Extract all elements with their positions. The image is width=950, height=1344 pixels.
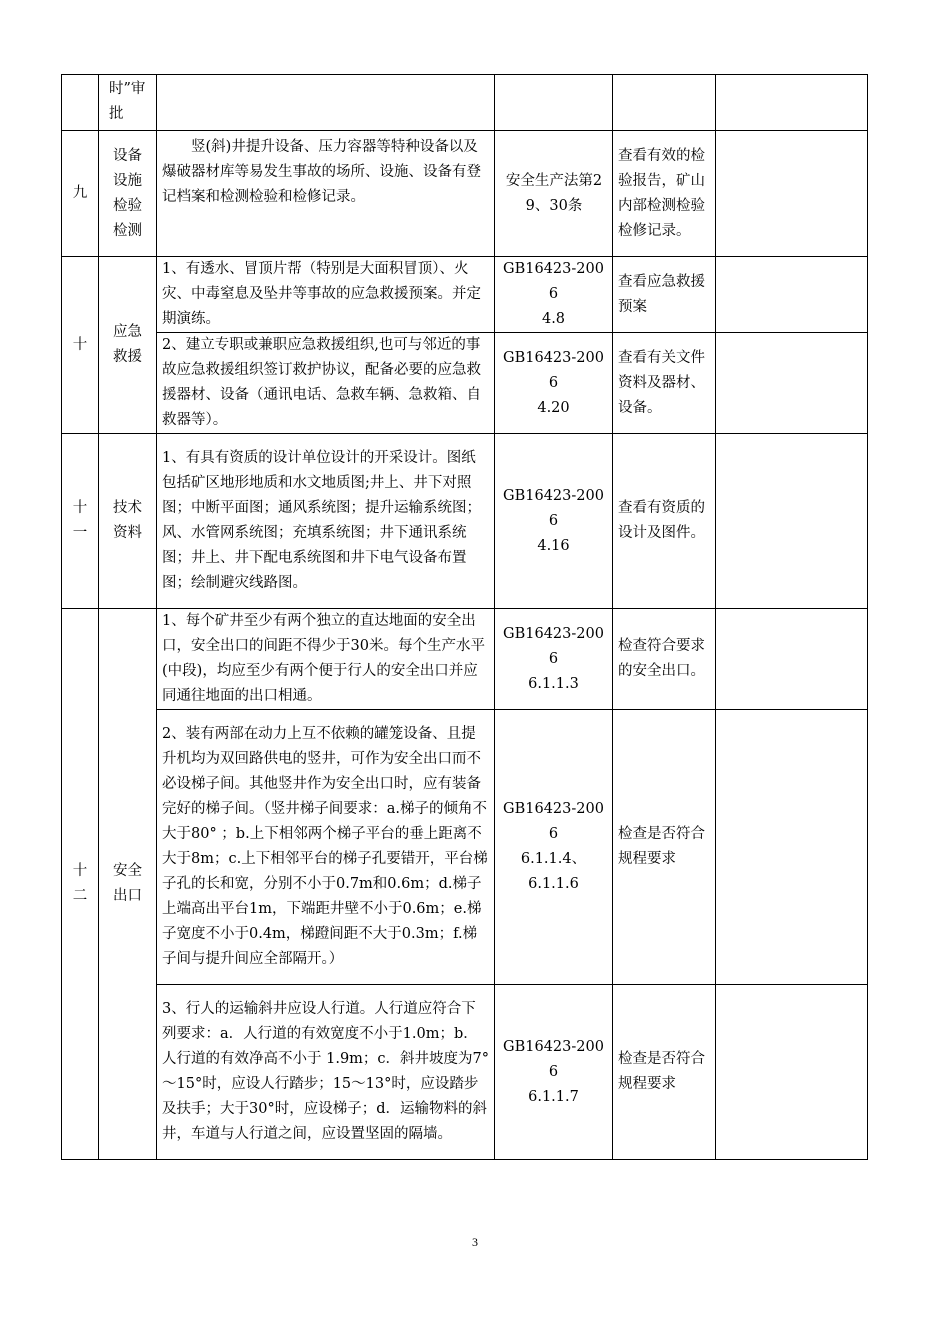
requirement-cell: 1、有具有资质的设计单位设计的开采设计。图纸包括矿区地形地质和水文地质图;井上、井下对照图；中断平面图；通风系统图；提升运输系统图；风、水管网系统图；充填系统图；井下通讯系统图；井上、井下配电系统图和井下电气设备布置图；绘制避灾线路图。 — [157, 434, 495, 609]
standard-text: 安全生产法第29、30条 — [505, 172, 603, 214]
standard-code: GB16423-2006 — [503, 261, 604, 302]
standard-cell — [495, 257, 613, 333]
standard-clause: 6.1.1.3 — [528, 675, 579, 692]
standard-cell — [495, 131, 613, 257]
standard-clause: 4.8 — [541, 311, 566, 327]
standard-code: GB16423-2006 — [503, 349, 604, 391]
result-cell — [716, 985, 868, 1160]
standard-cell — [495, 985, 613, 1160]
row-number-text: 十二 — [72, 863, 88, 904]
item-name — [99, 131, 157, 257]
item-name — [99, 609, 157, 1160]
table-row — [62, 131, 868, 257]
item-name — [99, 257, 157, 434]
method-cell: 检查是否符合规程要求 — [613, 710, 716, 985]
requirement-cell — [157, 131, 495, 257]
result-cell — [716, 434, 868, 609]
standard-clause: 4.20 — [537, 399, 570, 416]
result-cell — [716, 710, 868, 985]
method-cell: 查看有效的检验报告，矿山内部检测检验检修记录。 — [613, 131, 716, 257]
standard-code: GB16423-2006 — [503, 625, 604, 667]
page-number: 3 — [472, 1235, 478, 1249]
standard-code: GB16423-2006 — [503, 487, 604, 529]
requirement-cell — [157, 75, 495, 131]
row-number — [62, 434, 99, 609]
method-cell: 检查符合要求的安全出口。 — [613, 609, 716, 710]
requirement-cell: 1、每个矿井至少有两个独立的直达地面的安全出口，安全出口的间距不得少于30米。每个生产水平(中段)，均应至少有两个便于行人的安全出口并应同通往地面的出口相通。 — [157, 609, 495, 710]
standard-cell — [495, 333, 613, 434]
standard-clause-text: 6.1.1.4、6.1.1.6 — [520, 851, 587, 892]
table-row — [62, 609, 868, 710]
standard-clause: 4.16 — [537, 537, 570, 554]
item-name-text: 技术资料 — [113, 500, 142, 541]
method-cell: 查看有关文件资料及器材、设备。 — [613, 333, 716, 434]
standard-cell — [495, 434, 613, 609]
method-cell: 查看应急救援预案 — [613, 257, 716, 333]
standard-cell — [495, 609, 613, 710]
row-number-text: 十一 — [72, 500, 88, 541]
result-cell — [716, 131, 868, 257]
requirement-cell: 1、有透水、冒顶片帮（特别是大面积冒顶）、火灾、中毒窒息及坠井等事故的应急救援预案。并定期演练。 — [157, 257, 495, 333]
table-row — [62, 710, 868, 985]
inspection-table — [61, 74, 868, 1160]
item-name-text: 设备设施检验检测 — [113, 147, 142, 239]
item-name-text: 应急救援 — [113, 324, 142, 365]
row-number — [62, 609, 99, 1160]
item-name-text: 时”审批 — [109, 81, 146, 122]
standard-clause: 6.1.1.7 — [528, 1088, 579, 1105]
item-name-text: 安全出口 — [113, 863, 142, 904]
standard-clause — [500, 847, 607, 897]
row-number — [62, 75, 99, 131]
table-row — [62, 985, 868, 1160]
item-name — [99, 434, 157, 609]
row-number: 九 — [62, 131, 99, 257]
result-cell — [716, 609, 868, 710]
method-cell: 查看有资质的设计及图件。 — [613, 434, 716, 609]
standard-code: GB16423-2006 — [503, 1038, 604, 1080]
result-cell — [716, 333, 868, 434]
result-cell — [716, 75, 868, 131]
table-row — [62, 75, 868, 131]
table-row — [62, 333, 868, 434]
table-row — [62, 257, 868, 333]
standard-cell — [495, 710, 613, 985]
requirement-text: 竖(斜)井提升设备、压力容器等特种设备以及爆破器材库等易发生事故的场所、设施、设备有登记档案和检测检验和检修记录。 — [162, 139, 481, 205]
method-cell: 检查是否符合规程要求 — [613, 985, 716, 1160]
requirement-cell: 3、行人的运输斜井应设人行道。人行道应符合下列要求：a．人行道的有效宽度不小于1.0m；b．人行道的有效净高不小于 1.9m；c．斜井坡度为7°～15°时，应设人行踏步；15～13°时，应设踏步及扶手；大于30°时，应设梯子；d．运输物料的斜井，车道与人行道之间，应设置坚固的隔墙。 — [157, 985, 495, 1160]
item-name — [99, 75, 157, 131]
requirement-cell: 2、装有两部在动力上互不依赖的罐笼设备、且提升机均为双回路供电的竖井，可作为安全出口而不必设梯子间。其他竖井作为安全出口时，应有装备完好的梯子间。（竖井梯子间要求：a.梯子的倾角不大于80° ；b.上下相邻两个梯子平台的垂上距离不大于8m；c.上下相邻平台的梯子孔要错开，平台梯子孔的长和宽，分别不小于0.7m和0.6m；d.梯子上端高出平台1m，下端距井壁不小于0.6m；e.梯子宽度不小于0.4m，梯蹬间距不大于0.3m；f.梯子间与提升间应全部隔开。） — [157, 710, 495, 985]
method-cell — [613, 75, 716, 131]
result-cell — [716, 257, 868, 333]
row-number: 十 — [62, 257, 99, 434]
table-row — [62, 434, 868, 609]
standard-cell — [495, 75, 613, 131]
requirement-cell: 2、建立专职或兼职应急救援组织,也可与邻近的事故应急救援组织签订救护协议，配备必要的应急救援器材、设备（通讯电话、急救车辆、急救箱、自救器等）。 — [157, 333, 495, 434]
standard-code: GB16423-2006 — [503, 801, 604, 842]
